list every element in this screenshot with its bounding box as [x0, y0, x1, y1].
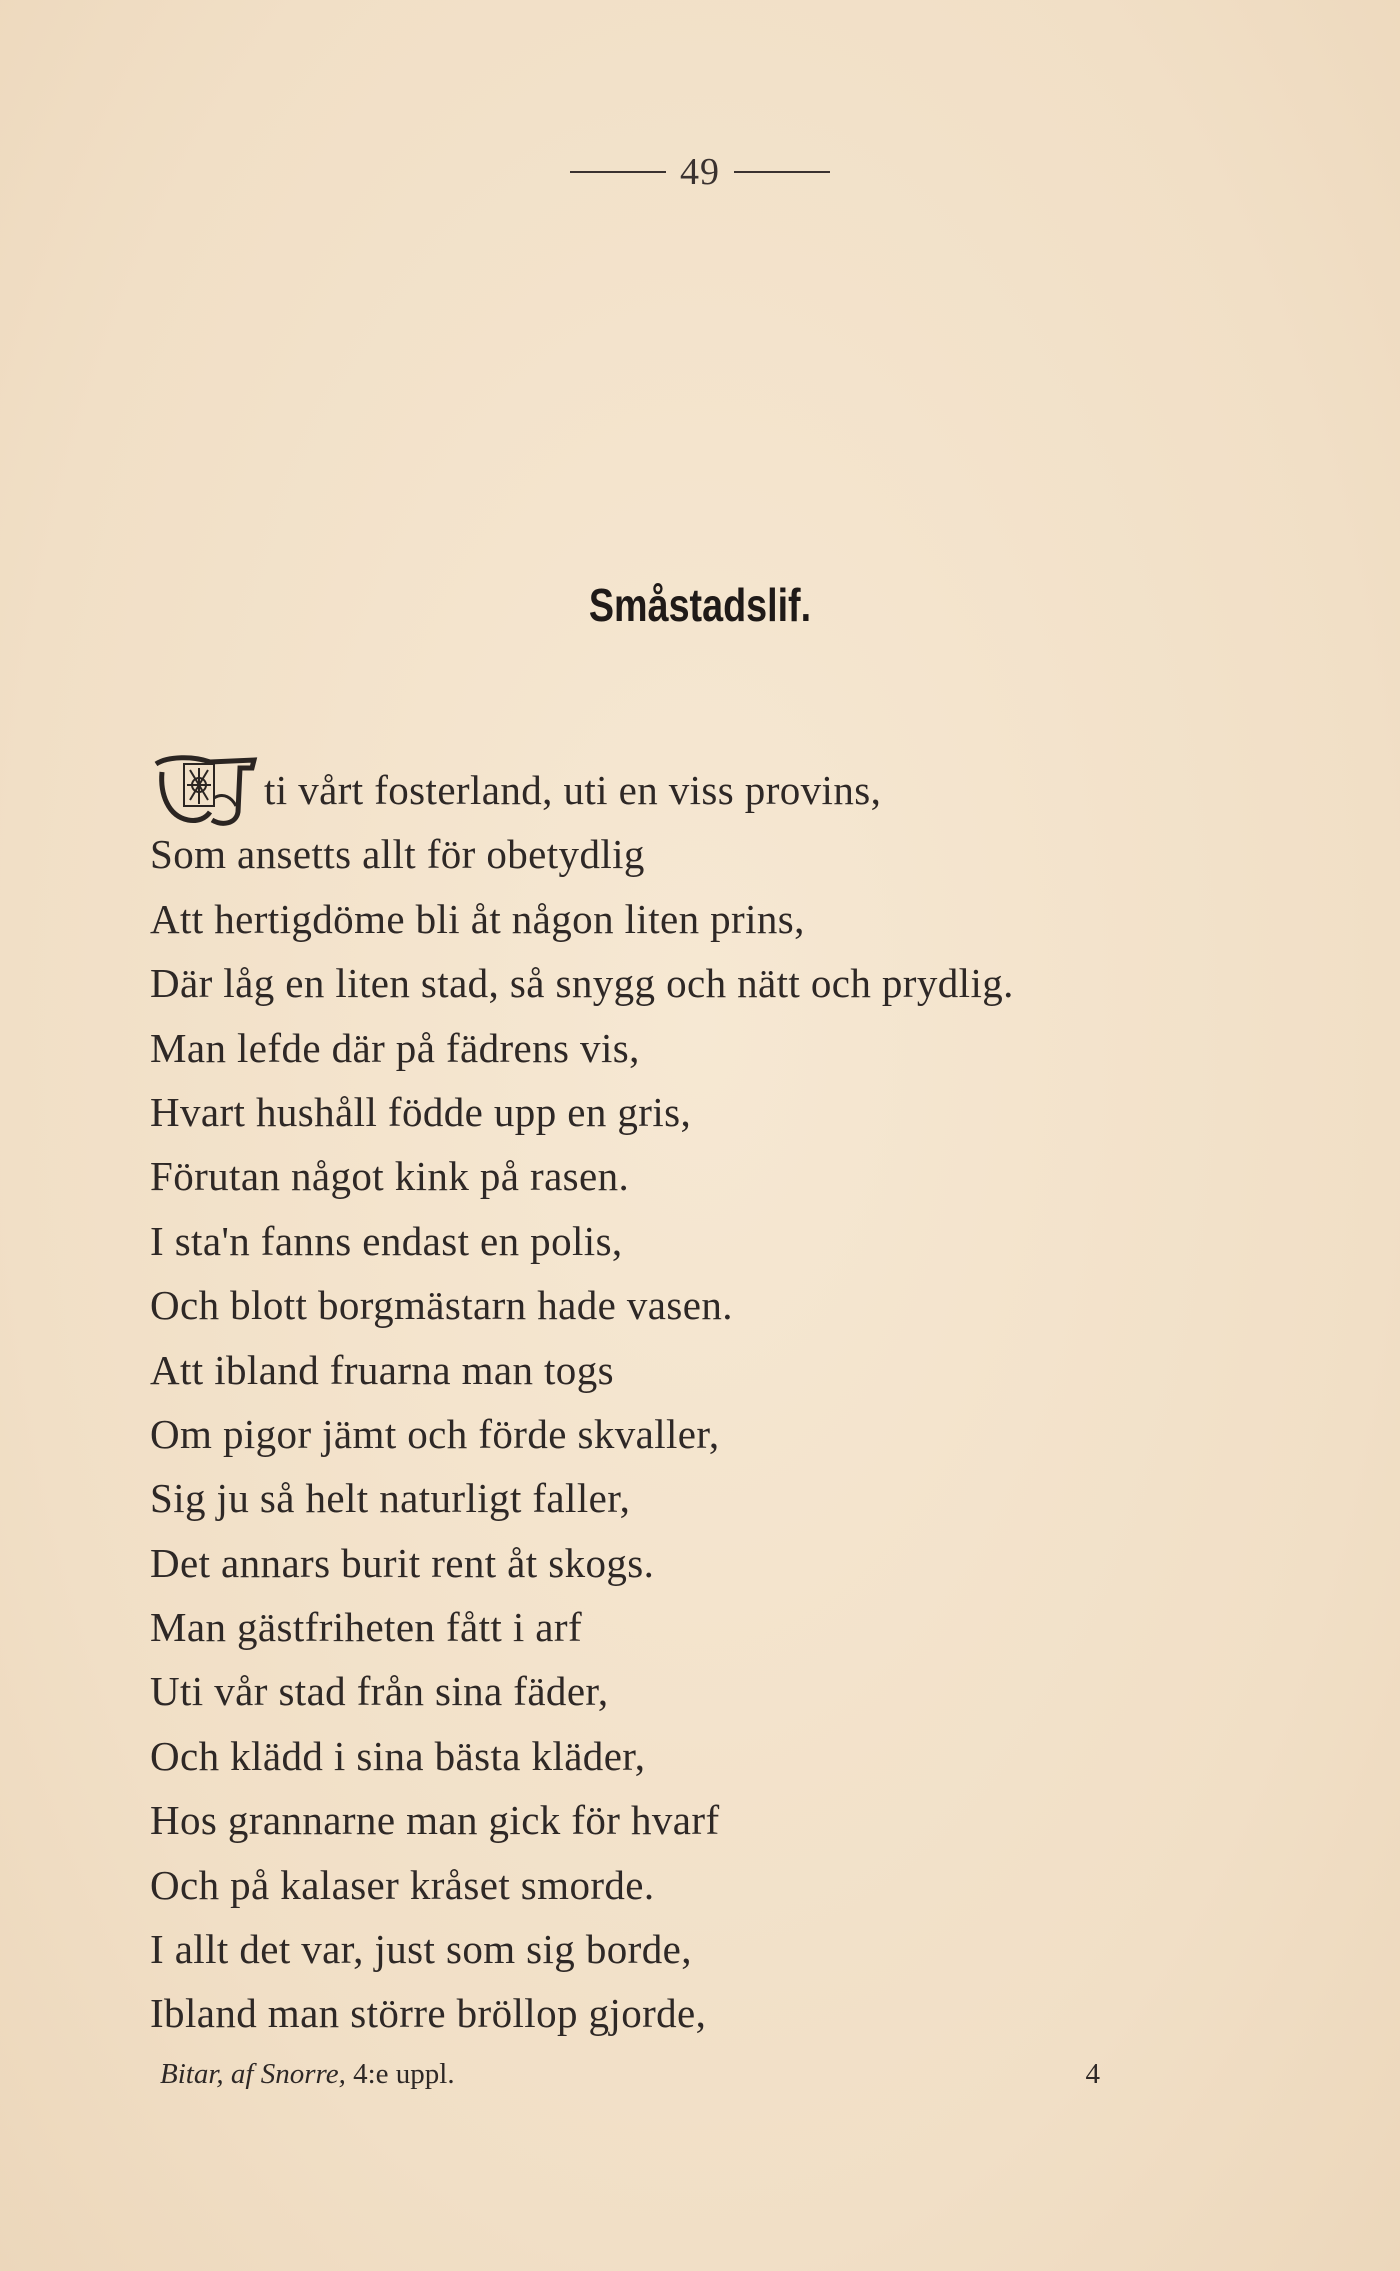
poem-line: Där låg en liten stad, så snygg och nätt och prydlig. [150, 960, 1014, 1007]
poem-line: Som ansetts allt för obetydlig [150, 831, 645, 878]
poem-line: Hvart hushåll födde upp en gris, [150, 1088, 692, 1135]
signature-mark [160, 2058, 455, 2091]
poem-line: Och klädd i sina bästa kläder, [150, 1732, 646, 1779]
poem-line: Och blott borgmästarn hade vasen. [150, 1282, 733, 1329]
poem-line: Att hertigdöme bli åt någon liten prins, [150, 895, 805, 942]
poem-line: Förutan något kink på rasen. [150, 1153, 630, 1200]
poem-body [150, 758, 1300, 2046]
poem-line: Man lefde där på fädrens vis, [150, 1024, 640, 1071]
poem-line: I allt det var, just som sig borde, [150, 1926, 692, 1973]
poem-line: Uti vår stad från sina fäder, [150, 1668, 609, 1715]
poem-line-first [150, 758, 1300, 822]
poem-line-first-text: ti vårt fosterland, uti en viss provins, [264, 766, 882, 813]
poem-line: Man gästfriheten fått i arf [150, 1604, 583, 1651]
poem-line: Och på kalaser kråset smorde. [150, 1861, 655, 1908]
signature-title: Bitar, [160, 2058, 224, 2090]
signature-edition: 4:e uppl. [353, 2058, 455, 2090]
sheet-number: 4 [1085, 2058, 1100, 2090]
poem-line: Det annars burit rent åt skogs. [150, 1539, 655, 1586]
header-rule-right [734, 171, 830, 173]
poem-line: Sig ju så helt naturligt faller, [150, 1475, 631, 1522]
header-rule-left [570, 171, 666, 173]
poem-line: Ibland man större bröllop gjorde, [150, 1990, 707, 2037]
poem-title: Småstadslif. [588, 579, 812, 631]
page-header [0, 150, 1400, 194]
poem-line: I sta'n fanns endast en polis, [150, 1217, 623, 1264]
poem-line: Om pigor jämt och förde skvaller, [150, 1410, 720, 1457]
page-number: 49 [680, 151, 720, 193]
poem-line: Att ibland fruarna man togs [150, 1346, 614, 1393]
ornamental-initial-u-icon [154, 754, 262, 828]
poem-line: Hos grannarne man gick för hvarf [150, 1797, 720, 1844]
page-footer [160, 2058, 1100, 2091]
signature-author: af Snorre, [230, 2058, 346, 2090]
